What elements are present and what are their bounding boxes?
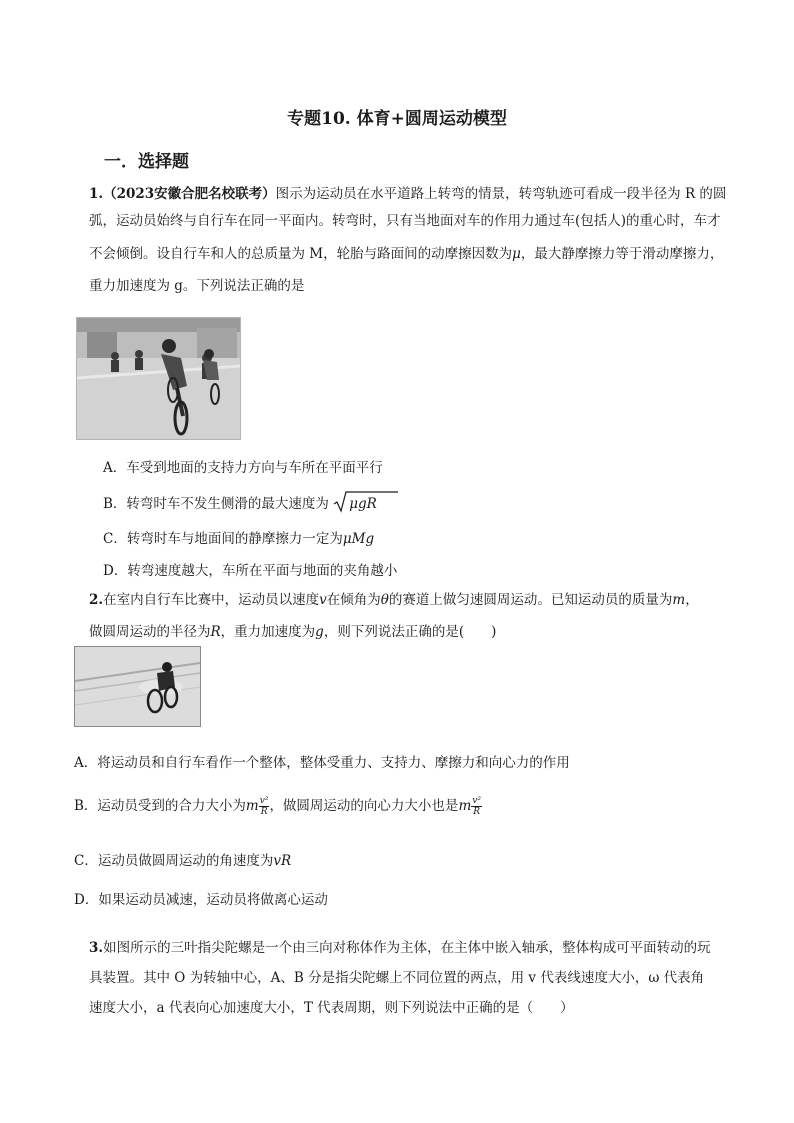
q2-text-2a: 做圆周运动的半径为 xyxy=(89,624,211,640)
q2-fraction-2 xyxy=(471,796,482,817)
q1-option-b xyxy=(103,490,377,518)
q1-option-d: D．转弯速度越大，车所在平面与地面的夹角越小 xyxy=(103,563,398,579)
q1-line-1 xyxy=(89,184,726,204)
q1-source: （2023安徽合肥名校联考） xyxy=(103,186,276,202)
q2-text-1b: 在倾角为 xyxy=(326,592,381,608)
q2-text-2b: ，重力加速度为 xyxy=(220,624,316,640)
q2-fraction-1 xyxy=(259,796,270,817)
q1-option-b-text: B．转弯时车不发生侧滑的最大速度为 xyxy=(103,496,329,512)
page-title: 专题10. 体育+圆周运动模型 xyxy=(287,109,507,129)
track-cyclist-photo xyxy=(74,646,201,727)
q2-text-1d: ， xyxy=(685,592,699,608)
q2-m: m xyxy=(672,592,686,608)
q2-option-b-text-b: ，做圆周运动的向心力大小也是 xyxy=(269,798,459,814)
q2-frac-num-2: v² xyxy=(472,796,481,806)
q3-line-1 xyxy=(89,938,711,958)
q2-frac-den-2: R xyxy=(473,807,480,817)
q2-text-2c: ，则下列说法正确的是( ) xyxy=(323,624,497,640)
cyclists-turning-photo xyxy=(76,317,241,440)
q2-frac-m-2: m xyxy=(458,798,472,814)
q2-R: R xyxy=(210,624,221,640)
q1-number: 1. xyxy=(89,186,104,202)
q2-frac-den-1: R xyxy=(260,807,268,817)
q2-option-c-math: vR xyxy=(273,853,292,869)
q2-option-d: D．如果运动员减速，运动员将做离心运动 xyxy=(74,892,328,908)
q1-option-b-math: μgR xyxy=(349,496,377,512)
q1-option-c-text: C．转弯时车与地面间的静摩擦力一定为 xyxy=(103,531,343,547)
q2-number: 2. xyxy=(89,592,104,608)
q2-theta: θ xyxy=(380,592,389,608)
q3-line-3: 速度大小，a 代表向心加速度大小，T 代表周期，则下列说法中正确的是（ ） xyxy=(89,1000,574,1016)
q2-text-1c: 的赛道上做匀速圆周运动。已知运动员的质量为 xyxy=(388,592,673,608)
q2-option-a: A．将运动员和自行车看作一个整体，整体受重力、支持力、摩擦力和向心力的作用 xyxy=(74,755,570,771)
q2-text-1a: 在室内自行车比赛中，运动员以速度 xyxy=(103,592,320,608)
q3-number: 3. xyxy=(89,940,104,956)
q2-option-c-text: C．运动员做圆周运动的角速度为 xyxy=(74,853,274,869)
q2-frac-num-1: v² xyxy=(259,796,269,806)
q1-text-3b: ，最大静摩擦力等于滑动摩擦力， xyxy=(520,246,724,262)
q2-line-2 xyxy=(89,622,496,642)
q1-line-3 xyxy=(89,244,723,264)
q2-option-b-text-a: B．运动员受到的合力大小为 xyxy=(74,798,246,814)
q1-option-c-math: μMg xyxy=(342,531,375,547)
q2-frac-m-1: m xyxy=(245,798,259,814)
q1-line-4: 重力加速度为 g。下列说法正确的是 xyxy=(89,278,305,294)
q1-option-c xyxy=(103,527,374,547)
q2-option-b xyxy=(74,794,482,817)
q2-line-1 xyxy=(89,590,699,610)
q3-line-2: 具装置。其中 O 为转轴中心，A、B 分是指尖陀螺上不同位置的两点，用 v 代表线速度大小，ω 代表角 xyxy=(89,970,705,986)
q3-text-1: 如图所示的三叶指尖陀螺是一个由三向对称体作为主体，在主体中嵌入轴承，整体构成可平面转动的玩 xyxy=(103,940,711,956)
section-heading: 一．选择题 xyxy=(104,152,189,172)
q2-v: v xyxy=(319,592,327,608)
q1-option-a: A．车受到地面的支持力方向与车所在平面平行 xyxy=(103,460,383,476)
q2-option-c xyxy=(74,849,291,869)
q1-text-3: 不会倾倒。设自行车和人的总质量为 M，轮胎与路面间的动摩擦因数为 xyxy=(89,246,513,262)
q1-line-2: 弧，运动员始终与自行车在同一平面内。转弯时，只有当地面对车的作用力通过车(包括人)的重心时，车才 xyxy=(89,213,721,229)
q1-mu: μ xyxy=(512,246,521,262)
q1-text-1: 图示为运动员在水平道路上转弯的情景，转弯轨迹可看成一段半径为 R 的圆 xyxy=(275,186,727,202)
q2-g: g xyxy=(315,624,324,640)
